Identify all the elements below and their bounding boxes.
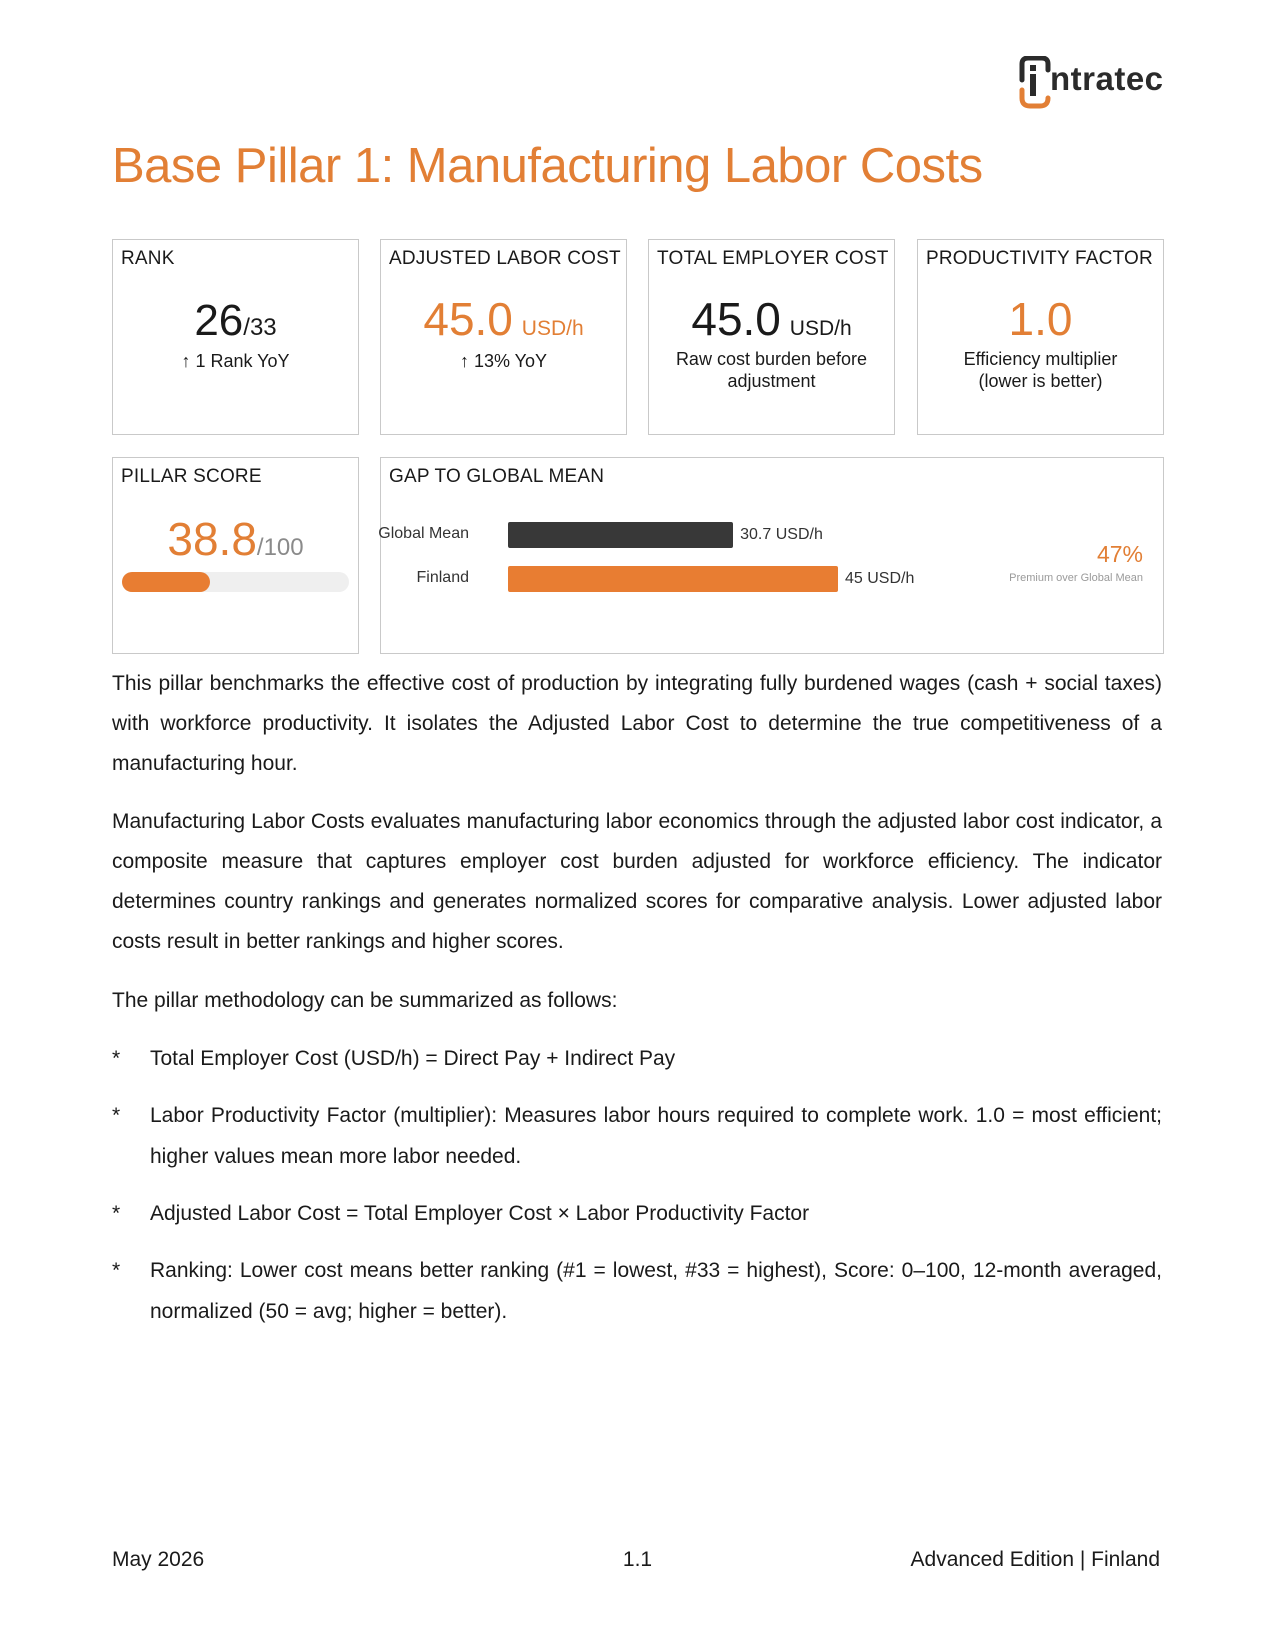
rank-yoy: ↑ 1 Rank YoY: [181, 351, 290, 371]
total-employer-cost-label: TOTAL EMPLOYER COST: [657, 248, 889, 269]
methodology-list: [112, 1038, 1162, 1348]
logo-text: ntratec: [1050, 60, 1164, 97]
premium-label: Premium over Global Mean: [1009, 572, 1143, 584]
pillar-score-card: [112, 457, 359, 654]
bar: [508, 566, 838, 592]
productivity-factor-value: 1.0: [1008, 293, 1073, 345]
intro-paragraph: This pillar benchmarks the effective cost of production by integrating fully burdened wages (cash + social taxes) with workforce productivity. It isolates the Adjusted Labor Cost to determine the true competitiveness of a manufacturing hour.: [112, 672, 1162, 775]
logo-mark-icon: [1018, 56, 1054, 112]
description-paragraph: Manufacturing Labor Costs evaluates manufacturing labor economics through the adjusted labor cost indicator, a composite measure that captures employer cost burden adjusted for workforce efficiency. The indicator determines country rankings and generates normalized scores for comparative analysis. Lower adjusted labor costs result in better rankings and higher scores.: [112, 810, 1162, 953]
bar-category-label: Finland: [416, 569, 469, 586]
adjusted-labor-cost-yoy: ↑ 13% YoY: [459, 351, 548, 371]
methodology-intro: The pillar methodology can be summarized as follows:: [112, 989, 618, 1012]
total-employer-cost-desc: Raw cost burden before adjustment: [675, 349, 868, 391]
page-title: Base Pillar 1: Manufacturing Labor Costs: [112, 139, 983, 193]
list-item: * Ranking: Lower cost means better ranking (#1 = lowest, #33 = highest), Score: 0–100, 12-month averaged, normalized (50 = avg; higher = better).: [112, 1259, 1162, 1323]
adjusted-labor-cost-value: 45.0 USD/h: [423, 293, 584, 345]
bar-category-label: Global Mean: [378, 525, 469, 542]
footer-date: May 2026: [112, 1548, 205, 1571]
bar-row: [378, 522, 981, 548]
pillar-score-label: PILLAR SCORE: [121, 466, 262, 487]
intratec-logo: [1018, 56, 1168, 112]
bar-row: [381, 566, 981, 592]
pillar-score-progress-fill: [122, 572, 210, 592]
gap-to-global-mean-label: GAP TO GLOBAL MEAN: [389, 466, 605, 487]
total-employer-cost-card: [648, 239, 895, 435]
bar-value-label: 30.7 USD/h: [740, 526, 823, 543]
list-item: * Adjusted Labor Cost = Total Employer Cost × Labor Productivity Factor: [112, 1202, 810, 1225]
footer-page-number: 1.1: [622, 1548, 653, 1571]
pillar-score-progress-track: [122, 572, 349, 592]
total-employer-cost-value: 45.0 USD/h: [691, 293, 852, 345]
gap-to-global-mean-card: [380, 457, 1164, 654]
productivity-factor-desc: Efficiency multiplier (lower is better): [963, 349, 1118, 391]
premium-percent: 47%: [1096, 541, 1143, 567]
pillar-score-value: 38.8/100: [167, 513, 304, 565]
rank-value: 26/33: [194, 296, 277, 345]
productivity-factor-label: PRODUCTIVITY FACTOR: [926, 248, 1153, 269]
footer-edition: Advanced Edition | Finland: [910, 1548, 1160, 1571]
list-item: * Labor Productivity Factor (multiplier): Measures labor hours required to complete work. 1.0 = most efficient; higher values mean more labor needed.: [112, 1104, 1162, 1168]
list-item: * Total Employer Cost (USD/h) = Direct Pay + Indirect Pay: [112, 1047, 676, 1070]
bar: [508, 522, 733, 548]
rank-card: [112, 239, 359, 435]
adjusted-labor-cost-card: [380, 239, 627, 435]
productivity-factor-card: [917, 239, 1164, 435]
rank-label: RANK: [121, 248, 175, 269]
bar-value-label: 45 USD/h: [845, 570, 915, 587]
adjusted-labor-cost-label: ADJUSTED LABOR COST: [389, 248, 621, 269]
